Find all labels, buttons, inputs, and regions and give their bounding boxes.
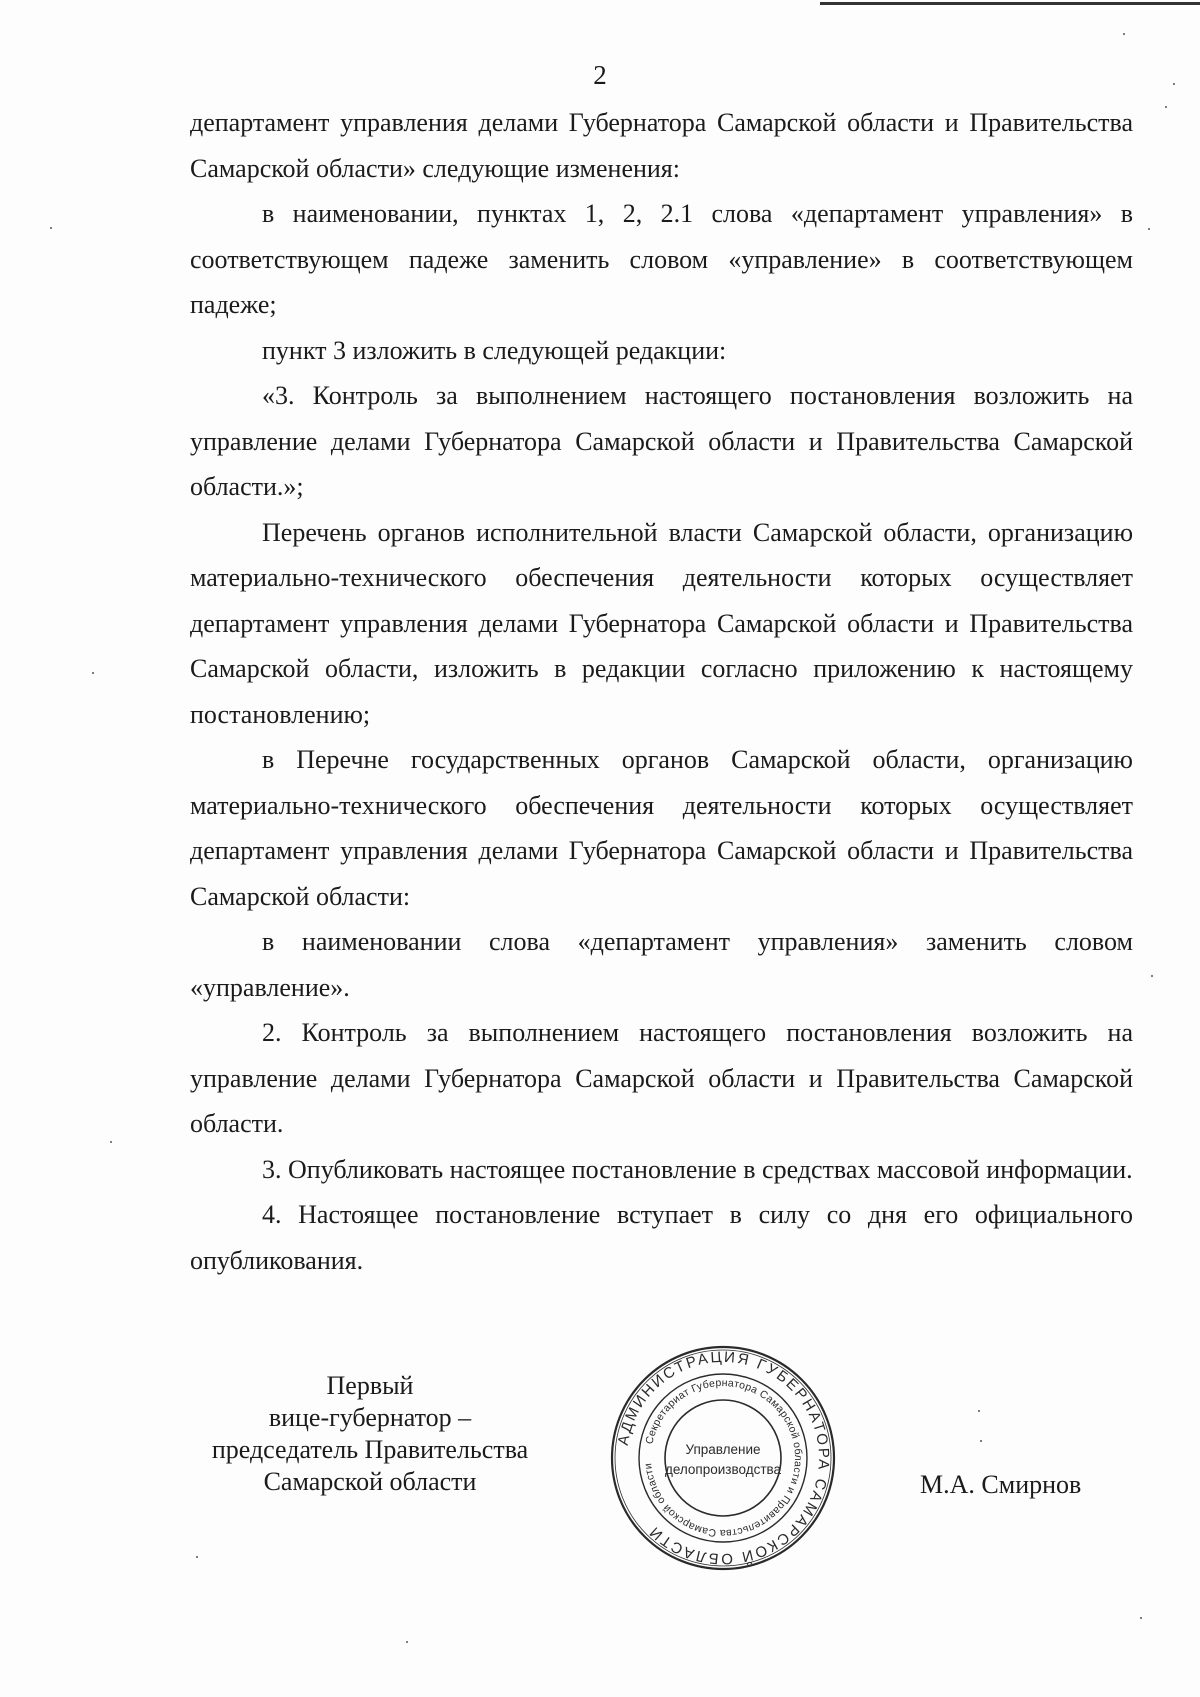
scan-speck (1148, 228, 1150, 230)
paragraph: в наименовании слова «департамент управления» заменить словом «управление». (190, 927, 1133, 1002)
paragraph: 2. Контроль за выполнением настоящего постановления возложить на управление делами Губернатора Самарской области и Правительства Самарской области. (190, 1018, 1133, 1138)
seal-center-line: Управление (685, 1442, 761, 1457)
top-border-line (820, 2, 1200, 5)
scan-speck (92, 672, 94, 674)
paragraph: 3. Опубликовать настоящее постановление в средствах массовой информации. (262, 1154, 1133, 1184)
document-body (190, 100, 1133, 1283)
paragraph: «3. Контроль за выполнением настоящего постановления возложить на управление делами Губернатора Самарской области и Правительства Самарской области.»; (190, 381, 1133, 501)
seal-center-line: делопроизводства (664, 1462, 782, 1477)
signatory-position-line: Первый (326, 1371, 414, 1400)
paragraph: 4. Настоящее постановление вступает в силу со дня его официального опубликования. (190, 1200, 1133, 1275)
scan-speck (1165, 106, 1167, 108)
scan-speck (1151, 975, 1153, 977)
scan-speck (196, 1556, 198, 1558)
scan-speck (978, 1410, 980, 1412)
scan-speck (1123, 33, 1125, 35)
paragraph: в Перечне государственных органов Самарской области, организацию материально-технического обеспечения деятельности которых осуществляет департамент управления делами Губернатора Самарской области и Правительства Самарской области: (190, 745, 1133, 911)
scan-speck (1140, 1617, 1142, 1619)
signatory-position-line: председатель Правительства (211, 1435, 529, 1464)
paragraph: департамент управления делами Губернатора Самарской области и Правительства Самарской области» следующие изменения: (190, 108, 1133, 183)
official-seal (608, 1343, 838, 1573)
page-number: 2 (593, 60, 607, 90)
signatory-position (190, 1370, 550, 1498)
scan-speck (1173, 83, 1175, 85)
paragraph: в наименовании, пунктах 1, 2, 2.1 слова «департамент управления» в соответствующем падеже заменить словом «управление» в соответствующем падеже; (190, 199, 1133, 319)
paragraph: Перечень органов исполнительной власти Самарской области, организацию материально-технического обеспечения деятельности которых осуществляет департамент управления делами Губернатора Самарской области и Правительства Самарской области, изложить в редакции согласно приложению к настоящему постановлению; (190, 517, 1133, 729)
signatory-position-line: Самарской области (263, 1467, 477, 1496)
seal-outer-text: АДМИНИСТРАЦИЯ ГУБЕРНАТОРА САМАРСКОЙ ОБЛАСТИ (614, 1348, 833, 1568)
scan-speck (406, 1641, 408, 1643)
scan-speck (980, 1440, 982, 1442)
scan-speck (110, 1141, 112, 1143)
paragraph: пункт 3 изложить в следующей редакции: (262, 335, 727, 365)
signatory-name: М.А. Смирнов (920, 1470, 1082, 1499)
signatory-position-line: вице-губернатор – (268, 1403, 472, 1432)
scan-speck (50, 227, 52, 229)
seal-inner-text: Секретариат Губернатора Самарской области и Правительства Самарской области (642, 1376, 805, 1540)
